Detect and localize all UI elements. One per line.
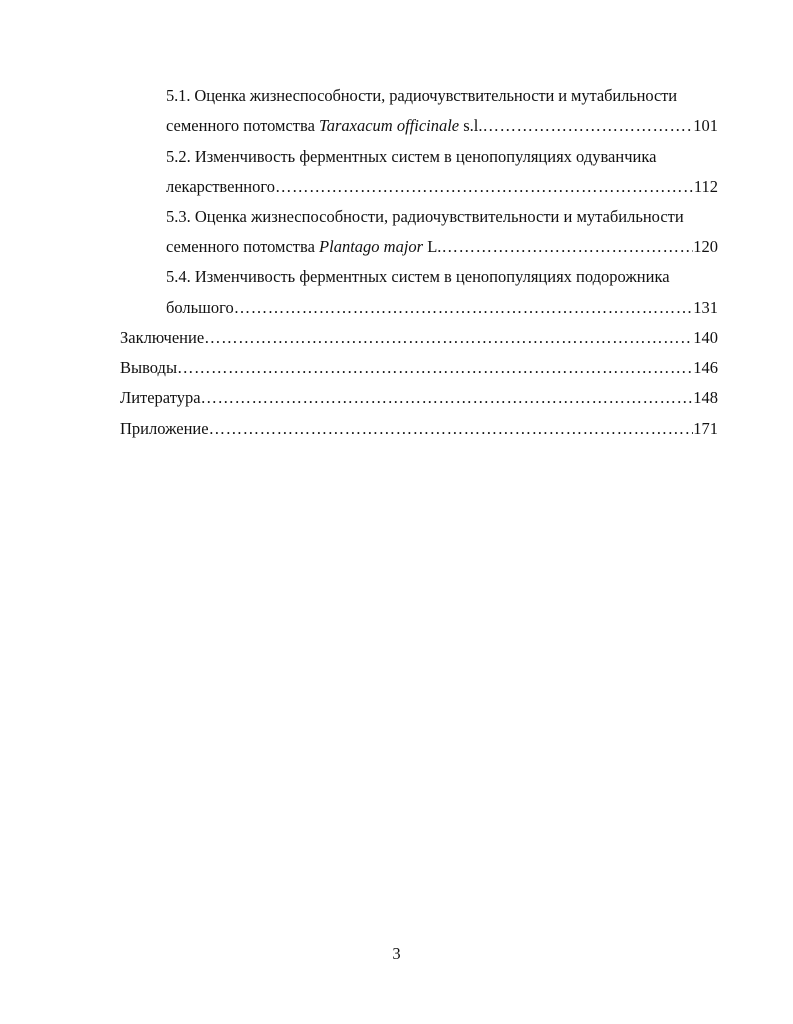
toc-entry-5-2-title <box>166 145 718 169</box>
toc-entry-literature <box>120 386 718 410</box>
dot-leader <box>483 114 694 138</box>
toc-entry-5-4 <box>166 296 718 320</box>
toc-entry-appendix <box>120 417 718 441</box>
toc-entry-5-4-label: большого <box>166 298 234 317</box>
toc-entry-literature-page: 148 <box>693 388 718 407</box>
dot-leader <box>209 417 694 441</box>
toc-entry-5-3-line1: 5.3. Оценка жизнеспособности, радиочувствительности и мутабильности <box>166 207 684 226</box>
toc-entry-5-1-species: Taraxacum officinale <box>319 116 460 135</box>
toc-entry-appendix-page: 171 <box>693 419 718 438</box>
toc-entry-5-3-page: 120 <box>693 237 718 256</box>
toc-entry-5-3-suffix: L. <box>423 237 442 256</box>
toc-entry-5-1-page: 101 <box>693 116 718 135</box>
toc-entry-5-2-page: 112 <box>693 177 718 196</box>
dot-leader <box>201 386 694 410</box>
dot-leader <box>234 296 694 320</box>
toc-entry-5-4-page: 131 <box>693 298 718 317</box>
toc-entry-5-1 <box>166 114 718 138</box>
toc-entry-findings-page: 146 <box>693 358 718 377</box>
toc-entry-5-2 <box>166 175 718 199</box>
toc-entry-5-3-species: Plantago major <box>319 237 424 256</box>
dot-leader <box>204 326 693 350</box>
toc-entry-5-3-prefix: семенного потомства <box>166 237 320 256</box>
toc-entry-5-3 <box>166 235 718 259</box>
toc-entry-findings <box>120 356 718 380</box>
toc-entry-conclusion <box>120 326 718 350</box>
toc-entry-5-3-label <box>166 235 441 259</box>
dot-leader <box>177 356 693 380</box>
toc-entry-5-1-title <box>166 84 718 108</box>
toc-entry-5-4-line1: 5.4. Изменчивость ферментных систем в ценопопуляциях подорожника <box>166 267 670 286</box>
dot-leader <box>275 175 694 199</box>
toc-entry-conclusion-label: Заключение <box>120 328 205 347</box>
toc-entry-appendix-label: Приложение <box>120 419 209 438</box>
dot-leader <box>441 235 693 259</box>
toc-entry-conclusion-page: 140 <box>693 328 718 347</box>
toc-entry-5-1-label <box>166 114 483 138</box>
toc-entry-5-1-prefix: семенного потомства <box>166 116 320 135</box>
page-number: 3 <box>392 944 401 963</box>
toc-entry-5-4-title <box>166 265 718 289</box>
toc-entry-5-1-suffix: s.l. <box>459 116 483 135</box>
toc-entry-findings-label: Выводы <box>120 358 178 377</box>
toc-entry-5-2-line1: 5.2. Изменчивость ферментных систем в ценопопуляциях одуванчика <box>166 147 657 166</box>
toc-entry-5-1-line1: 5.1. Оценка жизнеспособности, радиочувствительности и мутабильности <box>166 86 678 105</box>
toc-entry-5-2-label: лекарственного <box>166 177 275 196</box>
toc-entry-literature-label: Литература <box>120 388 201 407</box>
toc-entry-5-3-title <box>166 205 718 229</box>
